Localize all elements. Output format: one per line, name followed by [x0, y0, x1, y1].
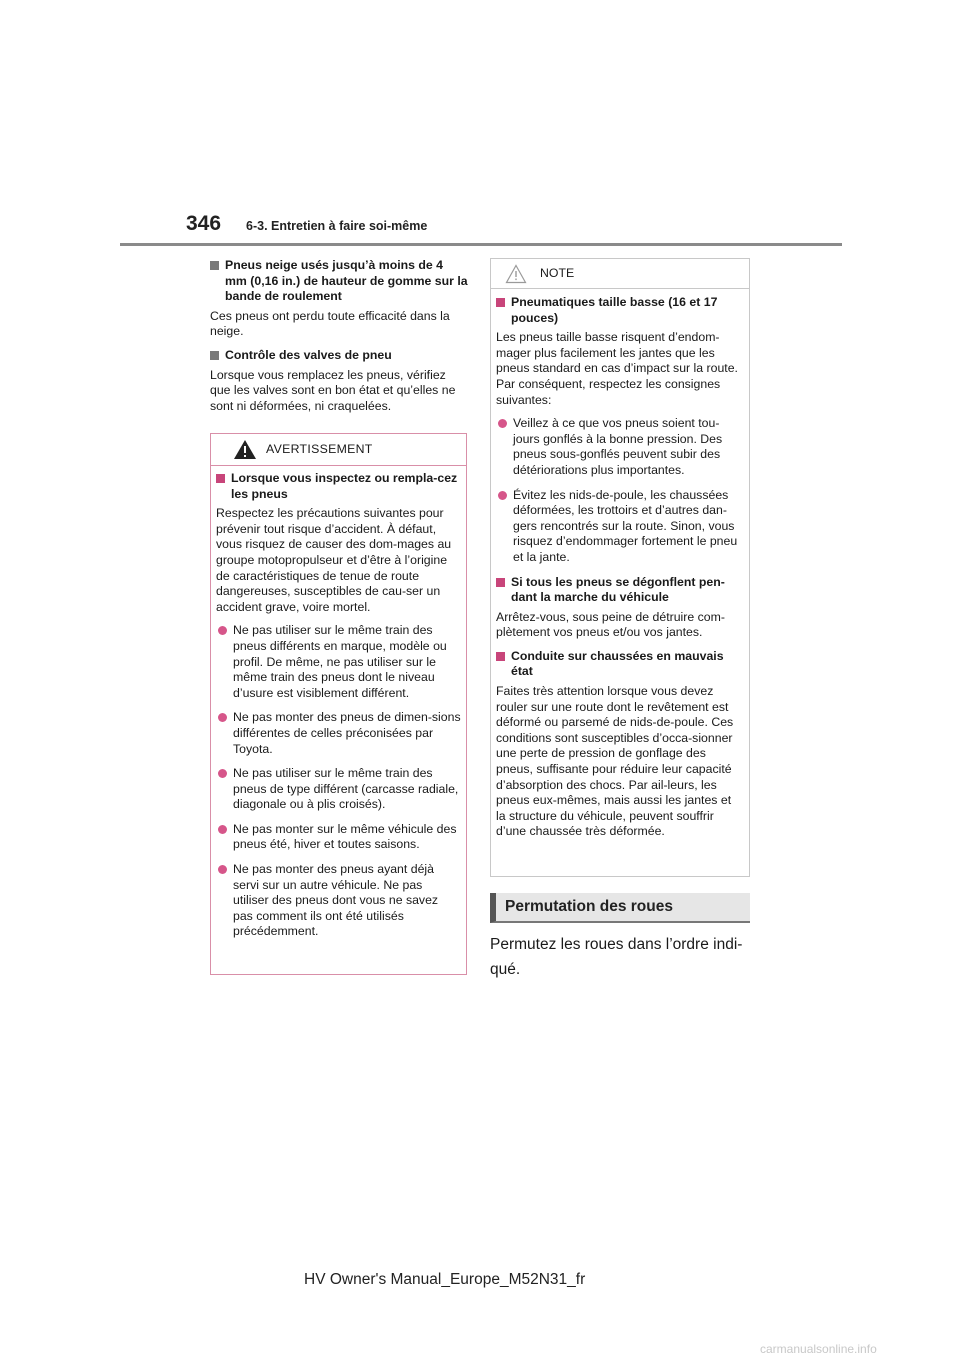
page-number: 346	[186, 212, 222, 235]
header-divider	[120, 243, 842, 246]
note-header	[491, 259, 749, 289]
list-item: Ne pas monter des pneus ayant déjà servi sur un autre véhicule. Ne pas utiliser des pneus dont vous ne savez pas comment ils ont été utilisés précédemment.	[216, 862, 461, 940]
warning-box	[210, 433, 467, 975]
left-column	[210, 256, 468, 422]
round-bullet-icon	[218, 769, 227, 778]
round-bullet-icon	[218, 825, 227, 834]
warning-heading: Lorsque vous inspectez ou rempla-cez les pneus	[216, 471, 461, 502]
permutation-heading: Permutation des roues	[490, 893, 750, 923]
paragraph-snow-tires: Ces pneus ont perdu toute efficacité dans la neige.	[210, 308, 450, 339]
paragraph-valves: Lorsque vous remplacez les pneus, vérifiez que les valves sont en bon état et qu’elles ne sont ni déformées, ni craquelées.	[210, 367, 456, 413]
heading-valves: Contrôle des valves de pneu	[210, 348, 468, 364]
note-paragraph-low-profile: Les pneus taille basse risquent d’endom-mager plus facilement les jantes que les pneus standard en cas d’impact sur la route. Par conséquent, respectez les consignes suivantes:	[496, 330, 738, 407]
list-item: Ne pas monter des pneus de dimen-sions différentes de celles préconisées par Toyota.	[216, 710, 461, 757]
round-bullet-icon	[218, 865, 227, 874]
list-item: Ne pas utiliser sur le même train des pneus de type différent (carcasse radiale, diagonale ou à plis croisés).	[216, 766, 461, 813]
round-bullet-icon	[218, 713, 227, 722]
list-item: Ne pas monter sur le même véhicule des pneus été, hiver et toutes saisons.	[216, 822, 461, 853]
note-heading-low-profile: Pneumatiques taille basse (16 et 17 pouces)	[496, 295, 744, 326]
list-item: Évitez les nids-de-poule, les chaussées déformées, les trottoirs et d’autres dan-gers rencontrés sur la route. Sinon, vous risquez d’endommager fortement le pneu et la jante.	[496, 488, 744, 566]
section-title: 6-3. Entretien à faire soi-même	[246, 219, 428, 233]
warning-intro: Respectez les précautions suivantes pour prévenir tout risque d’accident. À défaut, vous risquez de causer des dom-mages au groupe motopropulseur et d’être à l’origine de caractéristiques de tenue de route dangereuses, susceptibles de cau-ser un accident grave, voire mortel.	[216, 506, 452, 614]
square-bullet-icon	[210, 351, 219, 360]
note-title: NOTE	[540, 266, 575, 280]
list-item: Ne pas utiliser sur le même train des pneus différents en marque, modèle ou profil. De même, ne pas utiliser sur le même train des pneus dont le niveau d’usure est visiblement différent.	[216, 623, 461, 701]
warning-header	[211, 434, 466, 466]
square-bullet-icon	[496, 578, 505, 587]
list-item: Veillez à ce que vos pneus soient tou-jours gonflés à la bonne pression. Des pneus sous-gonflés peuvent subir des détériorations plus importantes.	[496, 416, 744, 478]
warning-title: AVERTISSEMENT	[266, 442, 373, 456]
round-bullet-icon	[498, 491, 507, 500]
warning-triangle-icon	[233, 439, 257, 460]
note-box	[490, 258, 750, 877]
note-heading-deflate: Si tous les pneus se dégonflent pen-dant la marche du véhicule	[496, 575, 744, 606]
watermark: carmanualsonline.info	[760, 1342, 877, 1356]
heading-snow-tires: Pneus neige usés jusqu’à moins de 4 mm (0,16 in.) de hauteur de gomme sur la bande de roulement	[210, 258, 468, 305]
note-heading-bad-roads: Conduite sur chaussées en mauvais état	[496, 649, 744, 680]
round-bullet-icon	[498, 419, 507, 428]
round-bullet-icon	[218, 626, 227, 635]
note-paragraph-deflate: Arrêtez-vous, sous peine de détruire com-plètement vos pneus et/ou vos jantes.	[496, 609, 725, 640]
caution-triangle-icon	[505, 264, 527, 284]
note-paragraph-bad-roads: Faites très attention lorsque vous devez rouler sur une route dont le revêtement est déformé ou parsemé de nids-de-poule. Ces conditions sont susceptibles d’occa-sionner une perte de pression de gonflage des pneus, suffisante pour réduire leur capacité d’absorption des chocs. Par ail-leurs, les pneus eux-mêmes, mais aussi les jantes et la structure du véhicule, peuvent souffrir d’une chaussée très déformée.	[496, 684, 734, 839]
permutation-text: Permutez les roues dans l’ordre indi-qué.	[490, 936, 743, 978]
square-bullet-icon	[210, 261, 219, 270]
square-bullet-icon	[496, 652, 505, 661]
square-bullet-icon	[216, 474, 225, 483]
square-bullet-icon	[496, 298, 505, 307]
footer-manual-id: HV Owner's Manual_Europe_M52N31_fr	[304, 1271, 586, 1288]
